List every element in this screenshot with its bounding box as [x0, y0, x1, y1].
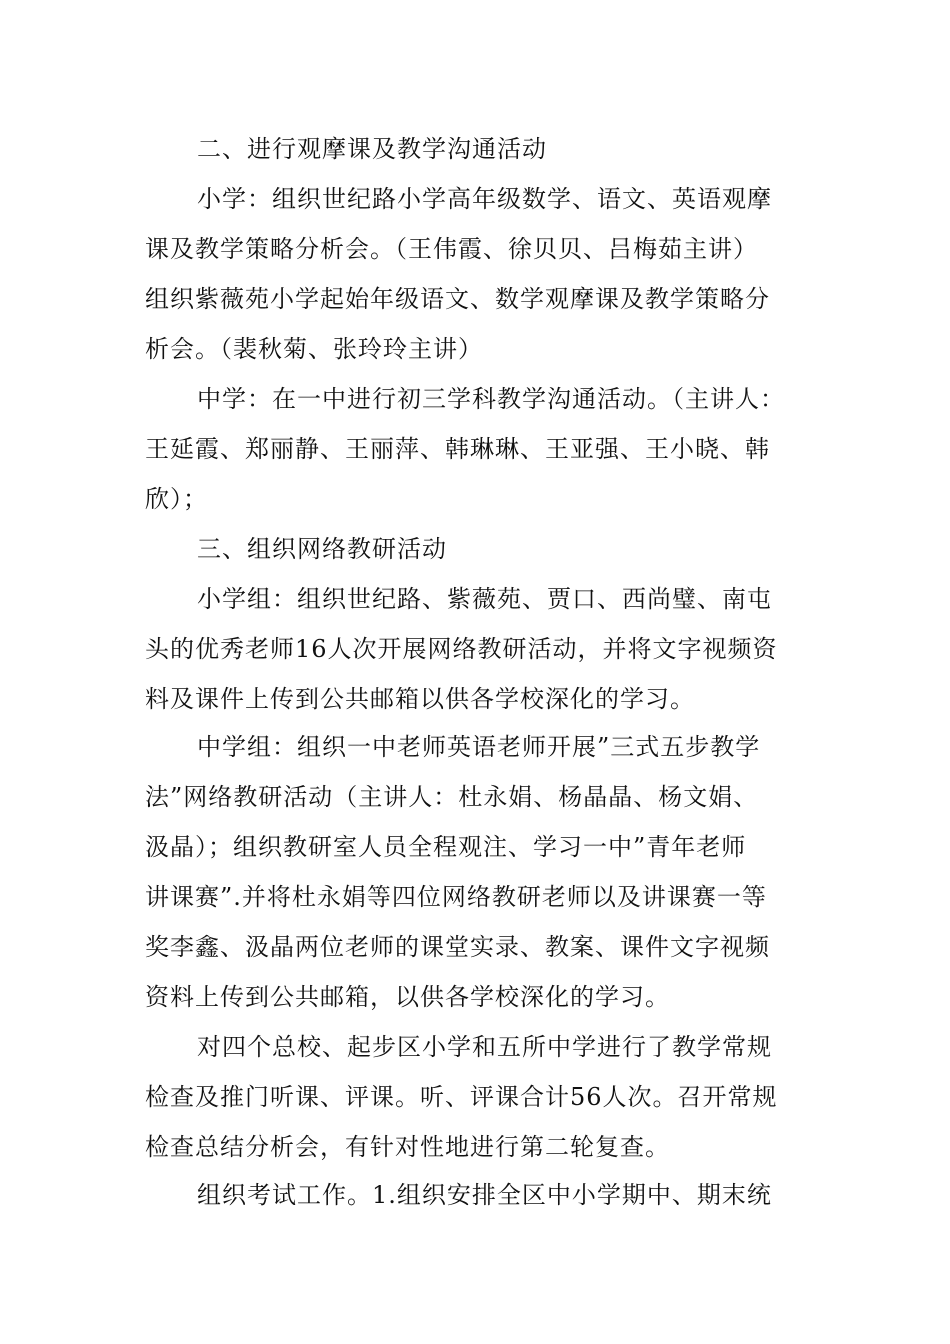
- text-line: 对四个总校、起步区小学和五所中学进行了教学常规: [197, 1033, 772, 1061]
- text-line: 检查总结分析会，有针对性地进行第二轮复查。: [145, 1133, 670, 1161]
- text-line: 王延霞、郑丽静、王丽萍、韩琳琳、王亚强、王小晓、韩: [145, 435, 770, 463]
- text-line: 头的优秀老师16人次开展网络教研活动，并将文字视频资: [145, 635, 778, 663]
- section-heading-2: 二、进行观摩课及教学沟通活动: [197, 135, 547, 163]
- paragraph-primary-observation: [145, 174, 815, 374]
- text-line: 小学：组织世纪路小学高年级数学、语文、英语观摩: [197, 185, 772, 213]
- paragraph-middle-communication: [145, 374, 815, 524]
- text-line: 奖李鑫、汲晶两位老师的课堂实录、教案、课件文字视频: [145, 933, 770, 961]
- text-line: 中学组：组织一中老师英语老师开展”三式五步教学: [197, 733, 761, 761]
- text-line: 法”网络教研活动（主讲人：杜永娟、杨晶晶、杨文娟、: [145, 783, 759, 811]
- text-line: 检查及推门听课、评课。听、评课合计56人次。召开常规: [145, 1083, 778, 1111]
- text-line: 讲课赛”.并将杜永娟等四位网络教研老师以及讲课赛一等: [145, 883, 767, 911]
- text-line: 欣）；: [145, 485, 208, 513]
- text-line: 中学：在一中进行初三学科教学沟通活动。（主讲人：: [197, 385, 785, 413]
- paragraph-middle-online: [145, 722, 815, 1022]
- text-line: 汲晶）；组织教研室人员全程观注、学习一中”青年老师: [145, 833, 747, 861]
- text-line: 料及课件上传到公共邮箱以供各学校深化的学习。: [145, 685, 695, 713]
- paragraph-primary-online: [145, 574, 815, 724]
- text-line: 课及教学策略分析会。（王伟霞、徐贝贝、吕梅茹主讲）: [145, 235, 758, 263]
- text-line: 析会。（裴秋菊、张玲玲主讲）: [145, 335, 483, 363]
- text-line: 小学组：组织世纪路、紫薇苑、贾口、西尚璧、南屯: [197, 585, 772, 613]
- text-line: 组织紫薇苑小学起始年级语文、数学观摩课及教学策略分: [145, 285, 770, 313]
- paragraph-exam: [145, 1170, 815, 1220]
- section-heading-3: 三、组织网络教研活动: [197, 535, 447, 563]
- paragraph-inspection: [145, 1022, 815, 1172]
- text-line: 资料上传到公共邮箱，以供各学校深化的学习。: [145, 983, 670, 1011]
- text-line: 组织考试工作。1.组织安排全区中小学期中、期末统: [197, 1181, 772, 1209]
